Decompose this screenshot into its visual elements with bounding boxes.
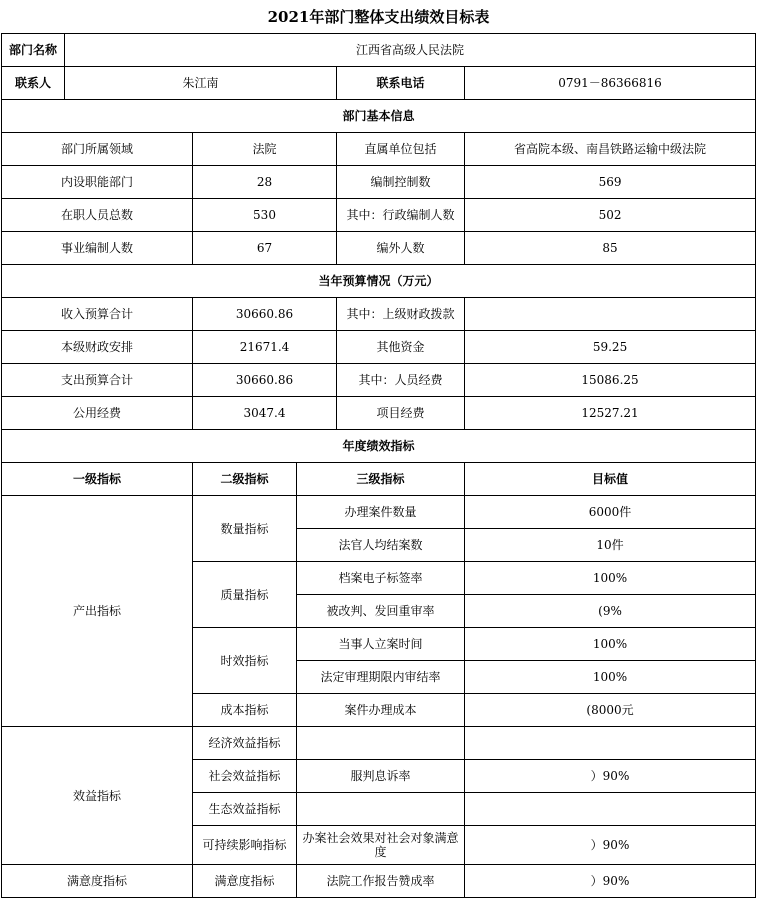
table-row bbox=[2, 298, 756, 331]
phone-value: 0791－86366816 bbox=[465, 67, 756, 100]
indicator-name bbox=[297, 727, 465, 760]
income-total-label: 收入预算合计 bbox=[2, 298, 193, 331]
timeliness-indicator-label: 时效指标 bbox=[193, 628, 297, 694]
staff-total-value: 530 bbox=[193, 199, 337, 232]
table-row bbox=[2, 331, 756, 364]
indicator-target: 10件 bbox=[465, 529, 756, 562]
indicator-target: ）90% bbox=[465, 865, 756, 898]
basic-info-header-row bbox=[2, 100, 756, 133]
satisfaction-indicator-label: 满意度指标 bbox=[2, 865, 193, 898]
table-row bbox=[2, 133, 756, 166]
indicator-name: 当事人立案时间 bbox=[297, 628, 465, 661]
social-indicator-label: 社会效益指标 bbox=[193, 760, 297, 793]
staff-quota-label: 编制控制数 bbox=[337, 166, 465, 199]
quantity-indicator-label: 数量指标 bbox=[193, 496, 297, 562]
field-label: 部门所属领域 bbox=[2, 133, 193, 166]
local-fin-value: 21671.4 bbox=[193, 331, 337, 364]
expend-total-value: 30660.86 bbox=[193, 364, 337, 397]
staff-quota-value: 569 bbox=[465, 166, 756, 199]
table-row bbox=[2, 865, 756, 898]
phone-label: 联系电话 bbox=[337, 67, 465, 100]
upper-allot-value bbox=[465, 298, 756, 331]
local-fin-label: 本级财政安排 bbox=[2, 331, 193, 364]
dept-name-label: 部门名称 bbox=[2, 34, 65, 67]
indicator-target: ）90% bbox=[465, 760, 756, 793]
personnel-label: 其中：人员经费 bbox=[337, 364, 465, 397]
indicator-target: 6000件 bbox=[465, 496, 756, 529]
public-value: 3047.4 bbox=[193, 397, 337, 430]
indicator-target: ）90% bbox=[465, 826, 756, 865]
public-label: 公用经费 bbox=[2, 397, 193, 430]
indicator-name: 法官人均结案数 bbox=[297, 529, 465, 562]
output-indicator-label: 产出指标 bbox=[2, 496, 193, 727]
benefit-indicator-label: 效益指标 bbox=[2, 727, 193, 865]
admin-quota-label: 其中：行政编制人数 bbox=[337, 199, 465, 232]
other-funds-value: 59.25 bbox=[465, 331, 756, 364]
table-row bbox=[2, 364, 756, 397]
economic-indicator-label: 经济效益指标 bbox=[193, 727, 297, 760]
indicator-target bbox=[465, 727, 756, 760]
other-funds-label: 其他资金 bbox=[337, 331, 465, 364]
contact-name: 朱江南 bbox=[65, 67, 337, 100]
budget-header-row bbox=[2, 265, 756, 298]
page-title: 2021年部门整体支出绩效目标表 bbox=[267, 8, 490, 26]
indicator-name: 办案社会效果对社会对象满意度 bbox=[297, 826, 465, 865]
level2-header: 二级指标 bbox=[193, 463, 297, 496]
project-value: 12527.21 bbox=[465, 397, 756, 430]
units-value: 省高院本级、南昌铁路运输中级法院 bbox=[465, 133, 756, 166]
upper-allot-label: 其中：上级财政拨款 bbox=[337, 298, 465, 331]
dept-name-value: 江西省高级人民法院 bbox=[65, 34, 756, 67]
expend-total-label: 支出预算合计 bbox=[2, 364, 193, 397]
cost-indicator-label: 成本指标 bbox=[193, 694, 297, 727]
table-row bbox=[2, 397, 756, 430]
indicator-target bbox=[465, 793, 756, 826]
level1-header: 一级指标 bbox=[2, 463, 193, 496]
indicator-target: 100% bbox=[465, 562, 756, 595]
contact-row bbox=[2, 67, 756, 100]
basic-info-title: 部门基本信息 bbox=[2, 100, 756, 133]
perf-title: 年度绩效指标 bbox=[2, 430, 756, 463]
table-row bbox=[2, 727, 756, 760]
level3-header: 三级指标 bbox=[297, 463, 465, 496]
table-row bbox=[2, 496, 756, 529]
indicator-name: 法定审理期限内审结率 bbox=[297, 661, 465, 694]
indicator-name: 办理案件数量 bbox=[297, 496, 465, 529]
budget-title: 当年预算情况（万元） bbox=[2, 265, 756, 298]
table-row bbox=[2, 232, 756, 265]
staff-total-label: 在职人员总数 bbox=[2, 199, 193, 232]
contact-label: 联系人 bbox=[2, 67, 65, 100]
indicator-target: 100% bbox=[465, 628, 756, 661]
indicator-name: 被改判、发回重审率 bbox=[297, 595, 465, 628]
indicator-name: 档案电子标签率 bbox=[297, 562, 465, 595]
indicator-name: 案件办理成本 bbox=[297, 694, 465, 727]
project-label: 项目经费 bbox=[337, 397, 465, 430]
public-quota-label: 事业编制人数 bbox=[2, 232, 193, 265]
quality-indicator-label: 质量指标 bbox=[193, 562, 297, 628]
dept-name-row bbox=[2, 34, 756, 67]
field-value: 法院 bbox=[193, 133, 337, 166]
sustain-indicator-label: 可持续影响指标 bbox=[193, 826, 297, 865]
indicator-target: (9% bbox=[465, 595, 756, 628]
indicator-name bbox=[297, 793, 465, 826]
public-quota-value: 67 bbox=[193, 232, 337, 265]
admin-quota-value: 502 bbox=[465, 199, 756, 232]
indicator-name: 法院工作报告赞成率 bbox=[297, 865, 465, 898]
outside-quota-label: 编外人数 bbox=[337, 232, 465, 265]
ecological-indicator-label: 生态效益指标 bbox=[193, 793, 297, 826]
perf-header-row bbox=[2, 430, 756, 463]
target-header: 目标值 bbox=[465, 463, 756, 496]
perf-column-headers bbox=[2, 463, 756, 496]
performance-target-table bbox=[1, 33, 756, 898]
outside-quota-value: 85 bbox=[465, 232, 756, 265]
indicator-target: 100% bbox=[465, 661, 756, 694]
personnel-value: 15086.25 bbox=[465, 364, 756, 397]
satisfaction-sub-label: 满意度指标 bbox=[193, 865, 297, 898]
table-row bbox=[2, 166, 756, 199]
internal-depts-value: 28 bbox=[193, 166, 337, 199]
indicator-name: 服判息诉率 bbox=[297, 760, 465, 793]
income-total-value: 30660.86 bbox=[193, 298, 337, 331]
table-row bbox=[2, 199, 756, 232]
internal-depts-label: 内设职能部门 bbox=[2, 166, 193, 199]
indicator-target: (8000元 bbox=[465, 694, 756, 727]
units-label: 直属单位包括 bbox=[337, 133, 465, 166]
